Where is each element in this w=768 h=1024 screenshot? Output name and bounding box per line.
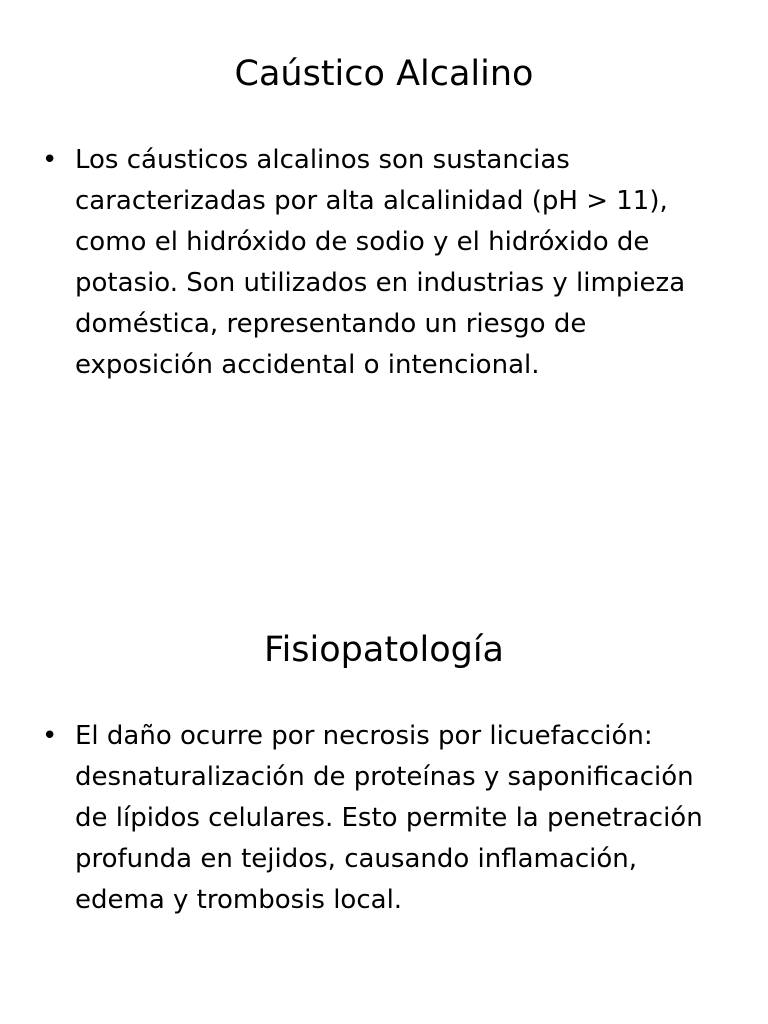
bullet-text: Los cáusticos alcalinos son sustancias caracterizadas por alta alcalinidad (pH > 11), como el hidróxido de sodio y el hidróxido de potasio. Son utilizados en industrias y limpieza doméstica, representando un riesgo de exposición accidental o intencional. [75,145,686,380]
bullet-item [40,140,730,386]
bullet-item [40,716,730,921]
bullet-icon: • [42,145,58,175]
bullet-list [40,716,730,921]
bullet-icon: • [42,721,58,751]
slide-title: Caústico Alcalino [234,54,534,94]
bullet-list [40,140,730,386]
slide-title: Fisiopatología [263,630,504,670]
bullet-text: El daño ocurre por necrosis por licuefacción: desnaturalización de proteínas y saponificación de lípidos celulares. Esto permite la penetración profunda en tejidos, causando inflamación, edema y trombosis local. [75,721,703,915]
slide-fisiopatologia [0,512,768,1024]
